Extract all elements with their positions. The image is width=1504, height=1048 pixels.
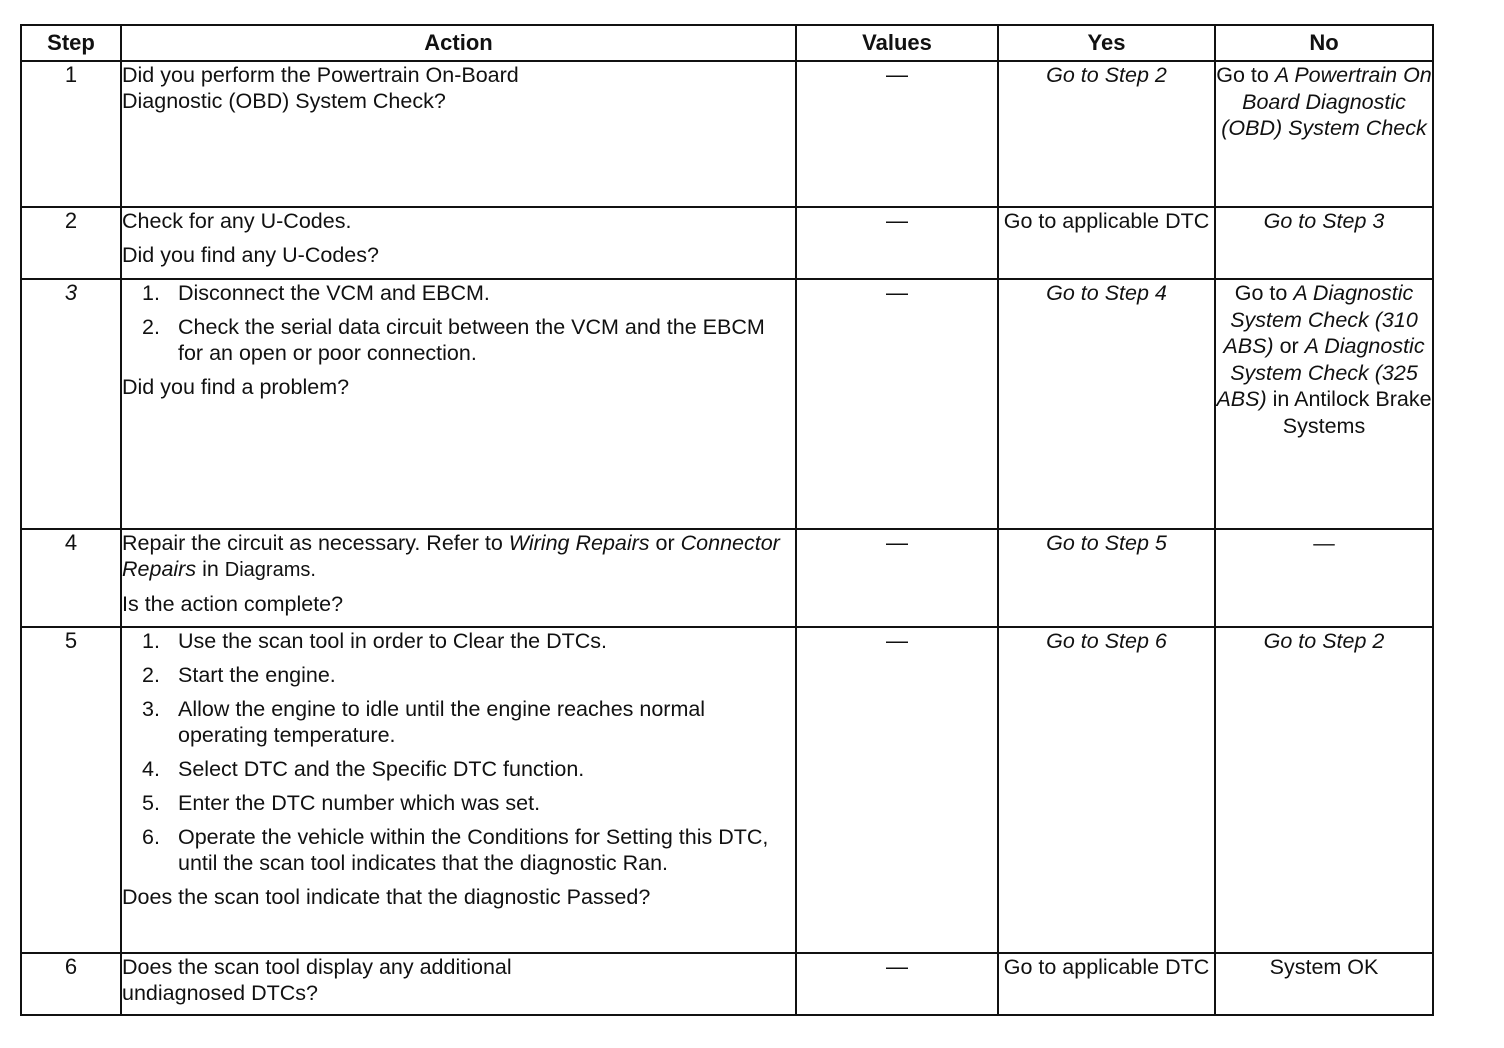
yes-cell: Go to Step 5 [998, 529, 1215, 627]
list-item: 6. Operate the vehicle within the Conditions for Setting this DTC, until the scan tool indicates that the diagnostic Ran. [142, 825, 769, 875]
action-text: Repair the circuit as necessary. Refer to Wiring Repairs or Connector Repairs in Diagrams. [122, 531, 780, 581]
yes-cell: Go to Step 4 [998, 279, 1215, 529]
step-number: 1 [21, 61, 121, 207]
values-cell: — [796, 953, 998, 1015]
header-no: No [1215, 25, 1433, 61]
no-text: Go to [1216, 63, 1275, 87]
yes-cell: Go to Step 6 [998, 627, 1215, 953]
action-cell [121, 529, 796, 627]
action-question: Did you find a problem? [122, 375, 350, 399]
step-number: 6 [21, 953, 121, 1015]
step-number: 3 [21, 279, 121, 529]
no-cell: Go to Step 3 [1215, 207, 1433, 279]
table-row-step-3 [21, 279, 1433, 529]
action-list [122, 628, 795, 876]
action-question: Did you find any U-Codes? [122, 243, 379, 267]
table-row-step-2 [21, 207, 1433, 279]
header-row [21, 25, 1433, 61]
values-cell: — [796, 279, 998, 529]
list-item: 5. Enter the DTC number which was set. [142, 791, 541, 815]
values-cell: — [796, 61, 998, 207]
step-number: 4 [21, 529, 121, 627]
no-reference: A Diagnostic System Check (325 ABS) [1216, 334, 1425, 411]
action-cell [121, 627, 796, 953]
action-cell [121, 61, 796, 207]
step-number: 5 [21, 627, 121, 953]
no-reference: A Diagnostic System Check (310 ABS) [1223, 281, 1418, 358]
no-cell: Go to Step 2 [1215, 627, 1433, 953]
no-reference: A Powertrain On Board Diagnostic (OBD) System Check [1221, 63, 1432, 140]
table-row-step-4 [21, 529, 1433, 627]
no-cell: System OK [1215, 953, 1433, 1015]
yes-cell: Go to applicable DTC [998, 207, 1215, 279]
header-action: Action [121, 25, 796, 61]
action-text: Check for any U-Codes. [122, 209, 352, 233]
table-row-step-5 [21, 627, 1433, 953]
list-item: 3. Allow the engine to idle until the engine reaches normal operating temperature. [142, 697, 706, 747]
action-cell [121, 953, 796, 1015]
yes-cell: Go to Step 2 [998, 61, 1215, 207]
yes-cell: Go to applicable DTC [998, 953, 1215, 1015]
action-line: Diagnostic (OBD) System Check? [122, 89, 446, 113]
action-line: Does the scan tool display any additional [122, 955, 512, 979]
values-cell: — [796, 207, 998, 279]
no-cell: — [1215, 529, 1433, 627]
list-item: 4. Select DTC and the Specific DTC function. [142, 757, 585, 781]
action-line: undiagnosed DTCs? [122, 981, 319, 1005]
header-yes: Yes [998, 25, 1215, 61]
action-list [122, 280, 795, 366]
table-row-step-1 [21, 61, 1433, 207]
list-item: 2. Start the engine. [142, 663, 336, 687]
header-step: Step [21, 25, 121, 61]
values-cell: — [796, 627, 998, 953]
list-item: 1. Use the scan tool in order to Clear the DTCs. [142, 629, 607, 653]
header-values: Values [796, 25, 998, 61]
action-line: Did you perform the Powertrain On-Board [122, 63, 519, 87]
action-question: Is the action complete? [122, 592, 344, 616]
diagnostic-table [20, 24, 1434, 1016]
no-cell [1215, 61, 1433, 207]
list-item: 2. Check the serial data circuit between the VCM and the EBCM for an open or poor connection. [142, 315, 765, 365]
step-number: 2 [21, 207, 121, 279]
action-cell [121, 207, 796, 279]
action-cell [121, 279, 796, 529]
action-question: Does the scan tool indicate that the diagnostic Passed? [122, 885, 651, 909]
table-row-step-6 [21, 953, 1433, 1015]
no-cell: Go to A Diagnostic System Check (310 ABS) or A Diagnostic System Check (325 ABS) in Antilock Brake Systems [1215, 279, 1433, 529]
list-item: 1. Disconnect the VCM and EBCM. [142, 281, 490, 305]
values-cell: — [796, 529, 998, 627]
